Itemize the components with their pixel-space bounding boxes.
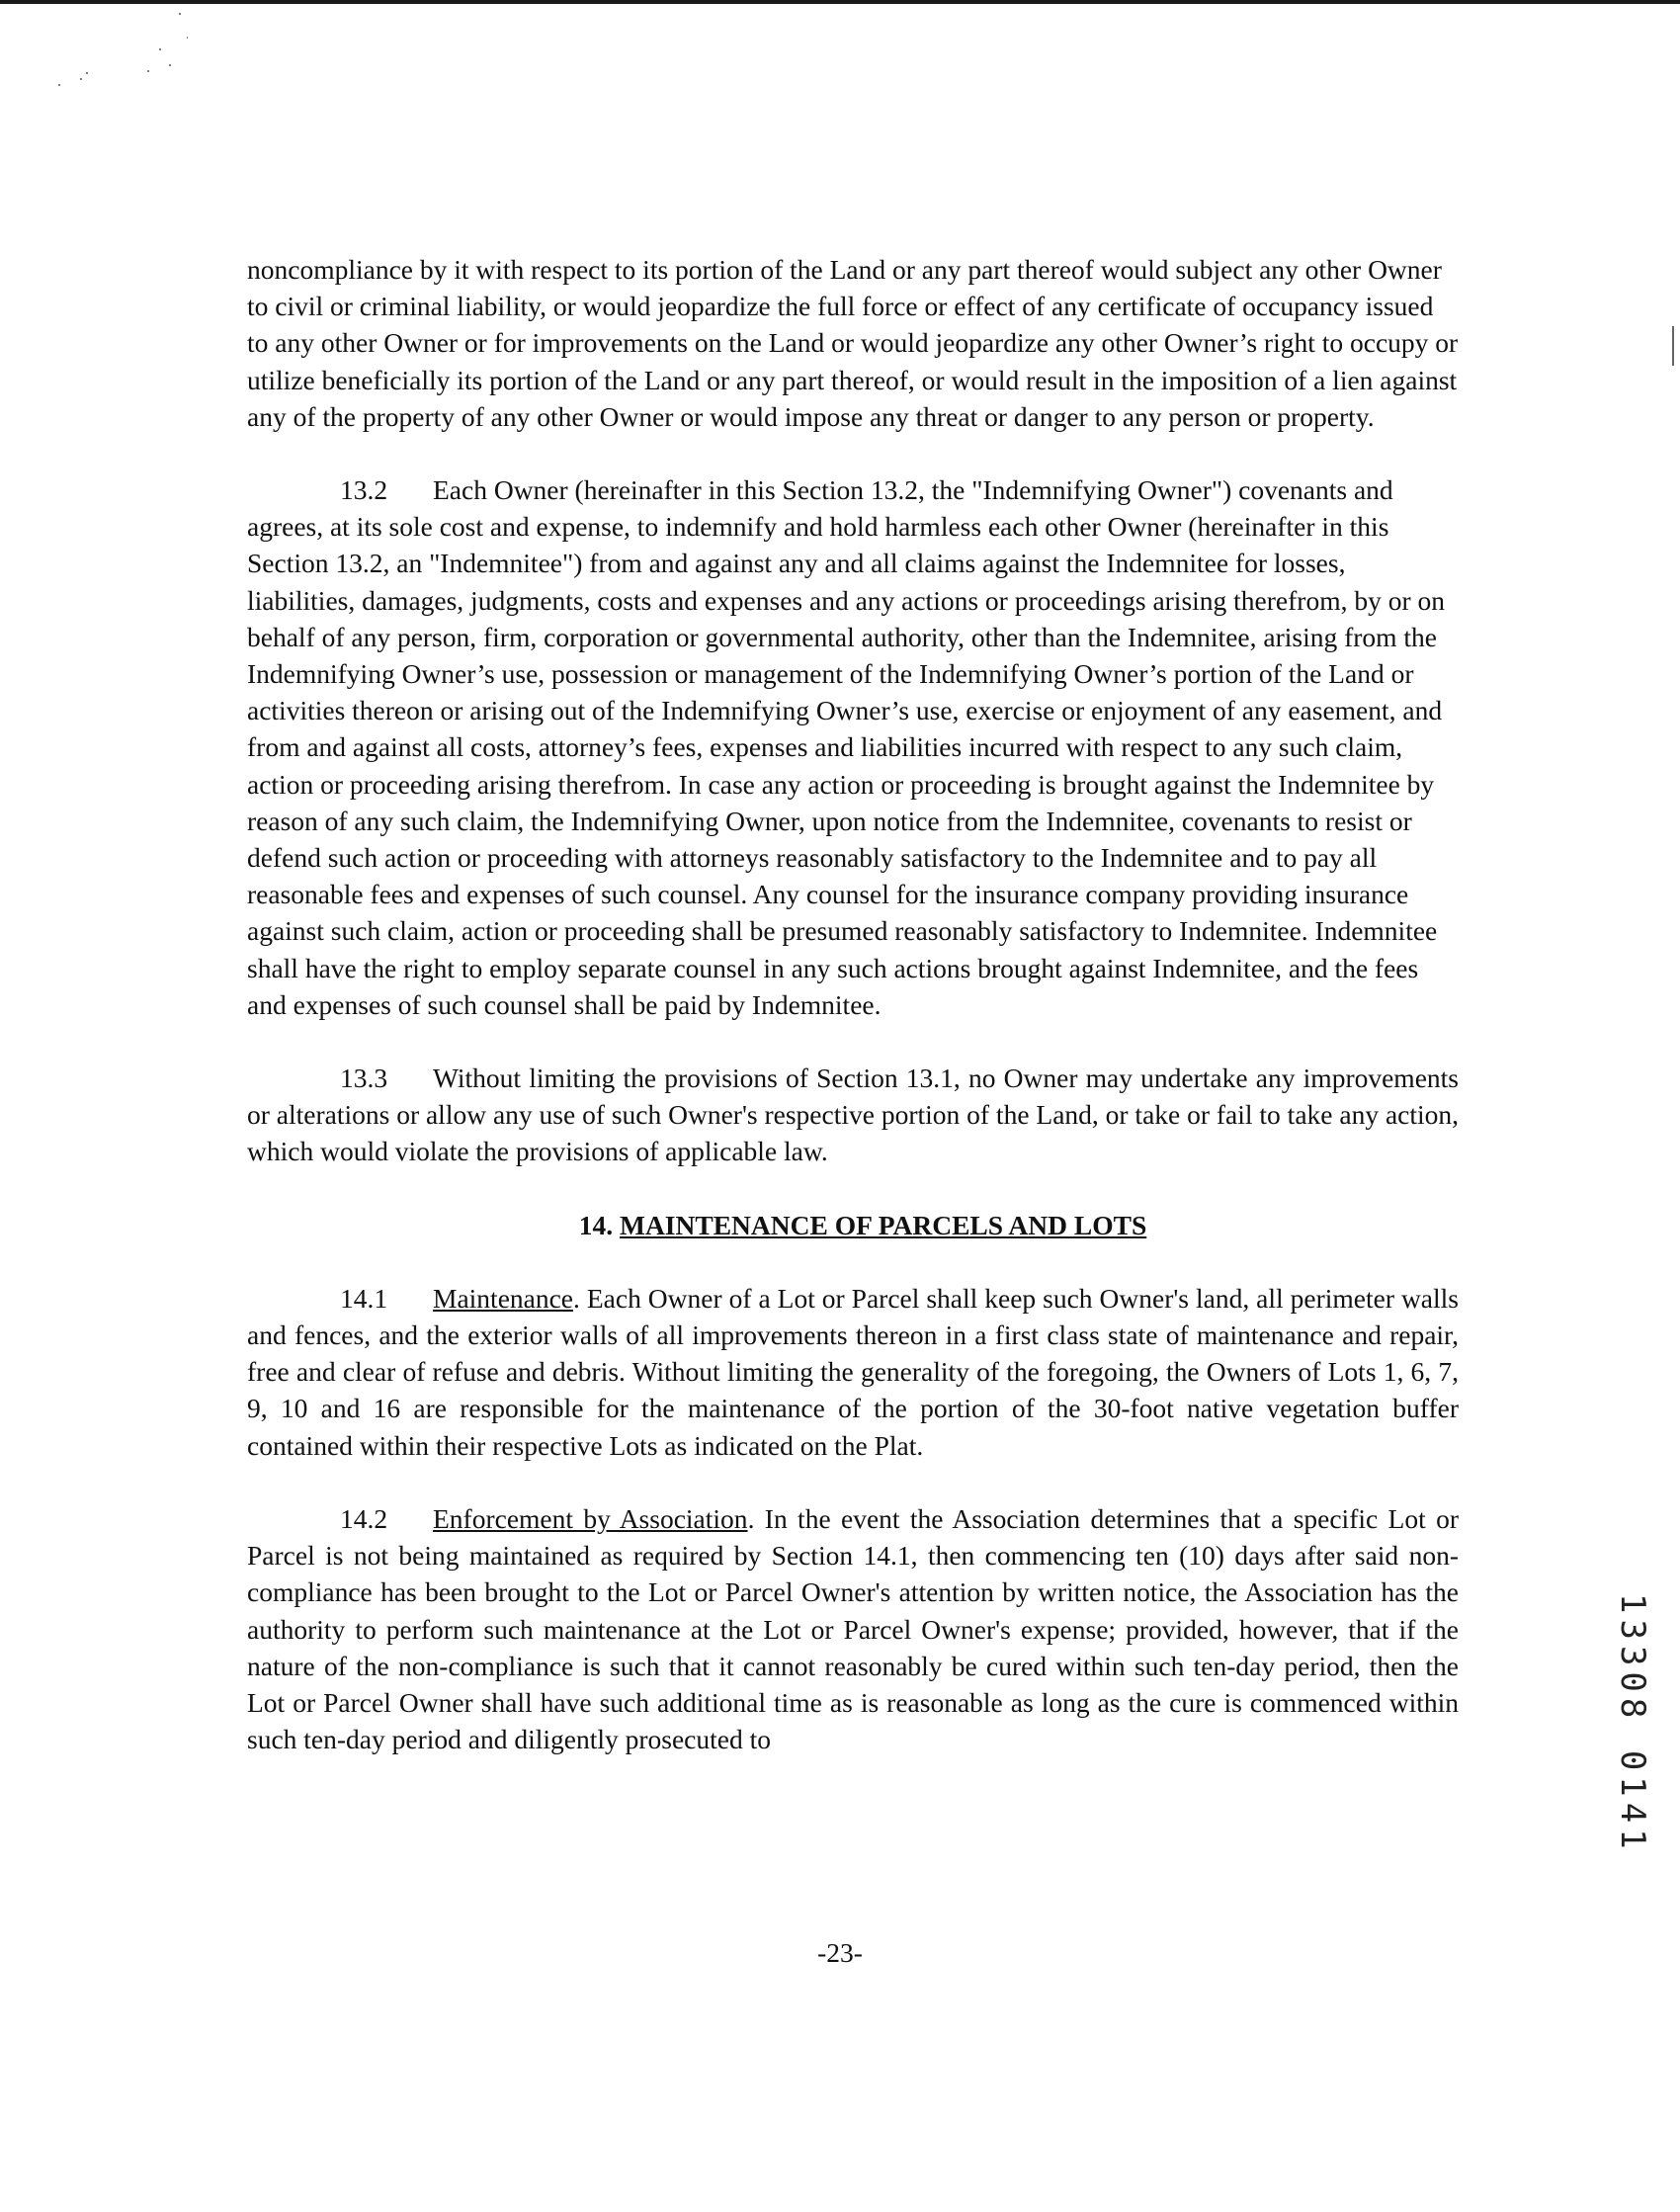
section-13-3-text: Without limiting the provisions of Section 13.1, no Owner may undertake any improvements or alterations or allow any use of such Owner's respective portion of the Land, or take or fail to take any action, which would violate the provisions of applicable law. xyxy=(247,1063,1460,1167)
section-13-2 xyxy=(247,471,1459,1023)
section-14-2-caption: Enforcement by Association xyxy=(433,1502,748,1534)
scan-specks xyxy=(40,8,188,97)
section-13-2-text: Each Owner (hereinafter in this Section 13.2, the "Indemnifying Owner") covenants and agrees, at its sole cost and expense, to indemnify and hold harmless each other Owner (hereinafter in this Section 13.2, an "Indemnitee") from and against any and all claims against the Indemnitee for losses, liabilities, damages, judgments, costs and expenses and any actions or proceedings arising therefrom, by or on behalf of any person, firm, corporation or governmental authority, other than the Indemnitee, arising from the Indemnifying Owner’s use, possession or management of the Indemnifying Owner’s portion of the Land or activities thereon or arising out of the Indemnifying Owner’s use, exercise or enjoyment of any easement, and from and against all costs, attorney’s fees, expenses and liabilities incurred with respect to any such claim, action or proceeding arising therefrom. In case any action or proceeding is brought against the Indemnitee by reason of any such claim, the Indemnifying Owner, upon notice from the Indemnitee, covenants to resist or defend such action or proceeding with attorneys reasonably satisfactory to the Indemnitee and to pay all reasonable fees and expenses of such counsel. Any counsel for the insurance company providing insurance against such claim, action or proceeding shall be presumed reasonably satisfactory to Indemnitee. Indemnitee shall have the right to employ separate counsel in any such actions brought against Indemnitee, and the fees and expenses of such counsel shall be paid by Indemnitee. xyxy=(247,474,1445,1020)
section-13-3 xyxy=(247,1060,1459,1170)
section-14-2 xyxy=(247,1500,1459,1757)
recording-stamp-text: 13308 0141 xyxy=(1613,1593,1652,1855)
page-number: -23- xyxy=(817,1937,863,1968)
section-13-2-number: 13.2 xyxy=(340,474,388,506)
section-14-1 xyxy=(247,1280,1459,1464)
section-14-2-text: . In the event the Association determines that a specific Lot or Parcel is not being maintained as required by Section 14.1, then commencing ten (10) days after said non-compliance has been brought to the Lot or Parcel Owner's attention by written notice, the Association has the authority to perform such maintenance at the Lot or Parcel Owner's expense; provided, however, that if the nature of the non-compliance is such that it cannot reasonably be cured within such ten-day period, then the Lot or Parcel Owner shall have such additional time as is reasonable as long as the cure is commenced within such ten-day period and diligently prosecuted to xyxy=(247,1502,1460,1755)
document-body xyxy=(247,251,1459,1794)
top-edge-rule xyxy=(0,0,1680,4)
section-14-heading xyxy=(247,1207,1459,1243)
recording-stamp xyxy=(1613,1593,1656,1860)
section-14-1-text: . Each Owner of a Lot or Parcel shall keep such Owner's land, all perimeter walls and fences, and the exterior walls of all improvements thereon in a first class state of maintenance and repair, free and clear of refuse and debris. Without limiting the generality of the foregoing, the Owners of Lots 1, 6, 7, 9, 10 and 16 are responsible for the maintenance of the portion of the 30-foot native vegetation buffer contained within their respective Lots as indicated on the Plat. xyxy=(247,1282,1459,1461)
scan-edge-mark xyxy=(1672,326,1674,366)
section-14-heading-title: MAINTENANCE OF PARCELS AND LOTS xyxy=(619,1209,1147,1240)
section-14-1-caption: Maintenance xyxy=(433,1282,574,1314)
continuation-paragraph: noncompliance by it with respect to its portion of the Land or any part thereof would subject any other Owner to civil or criminal liability, or would jeopardize the full force or effect of any certificate of occupancy issued to any other Owner or for improvements on the Land or would jeopardize any other Owner’s right to occupy or utilize beneficially its portion of the Land or any part thereof, or would result in the imposition of a lien against any of the property of any other Owner or would impose any threat or danger to any person or property. xyxy=(247,254,1459,432)
section-14-1-number: 14.1 xyxy=(340,1282,388,1314)
section-13-3-number: 13.3 xyxy=(340,1063,388,1094)
section-14-heading-number: 14. xyxy=(578,1209,614,1240)
section-14-2-number: 14.2 xyxy=(340,1502,388,1534)
